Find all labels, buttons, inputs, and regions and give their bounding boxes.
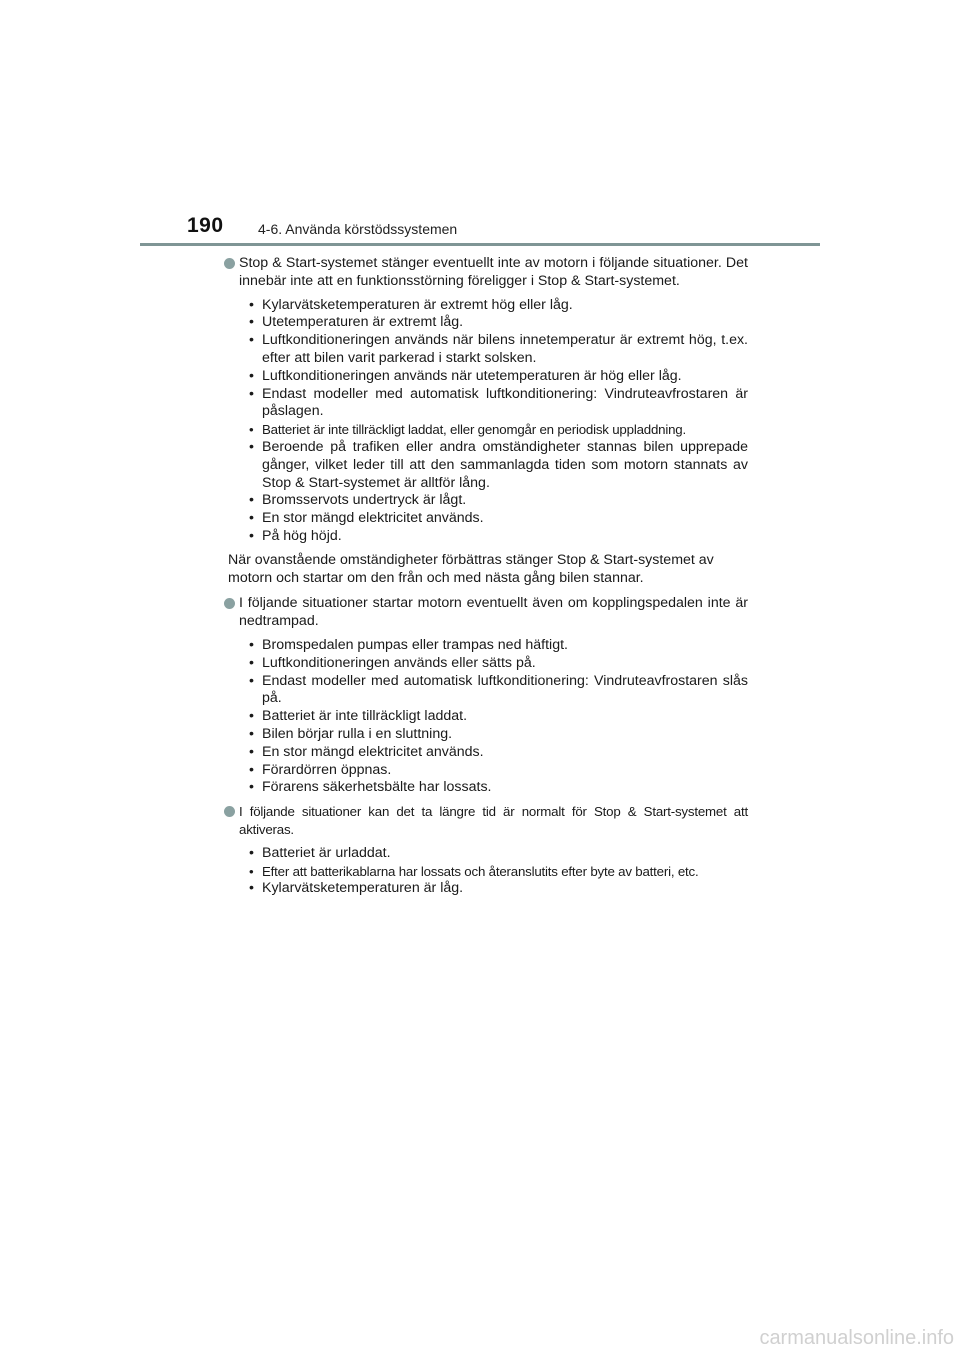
list-item: • Utetemperaturen är extremt låg. bbox=[249, 314, 464, 331]
list-item: • Batteriet är urladdat. bbox=[249, 844, 391, 861]
info-block-1 bbox=[228, 255, 748, 546]
bullet-icon: • bbox=[249, 385, 254, 402]
info-block-2 bbox=[228, 595, 748, 797]
bullet-icon: • bbox=[249, 844, 254, 861]
circle-bullet-icon bbox=[224, 258, 235, 269]
list-item: • En stor mängd elektricitet används. bbox=[249, 743, 484, 760]
list-item: • Endast modeller med automatisk luftkonditionering: Vindruteavfrostaren slås på. bbox=[249, 672, 748, 707]
list-item: • Batteriet är inte tillräckligt laddat. bbox=[249, 708, 468, 725]
header-divider bbox=[140, 243, 820, 246]
bullet-icon: • bbox=[249, 761, 254, 778]
bullet-icon: • bbox=[249, 863, 254, 879]
list-item: • Efter att batterikablarna har lossats och återanslutits efter byte av batteri, etc. bbox=[249, 863, 699, 879]
page-number: 190 bbox=[187, 214, 224, 237]
bullet-icon: • bbox=[249, 779, 254, 796]
watermark: carmanualsonline.info bbox=[759, 1327, 954, 1349]
list-item: • Luftkonditioneringen används när utetemperaturen är hög eller låg. bbox=[249, 367, 682, 384]
bullet-icon: • bbox=[249, 332, 254, 349]
bullet-icon: • bbox=[249, 367, 254, 384]
circle-bullet-icon bbox=[224, 806, 235, 817]
list-item: • Förardörren öppnas. bbox=[249, 761, 392, 778]
bullet-icon: • bbox=[249, 422, 254, 438]
block-intro: I följande situationer kan det ta längre tid är normalt för Stop & Start-systemet att aktiveras. bbox=[239, 804, 748, 837]
list-item: • Kylarvätsketemperaturen är extremt hög eller låg. bbox=[249, 296, 573, 313]
bullet-icon: • bbox=[249, 743, 254, 760]
bullet-icon: • bbox=[249, 492, 254, 509]
block-note: När ovanstående omständigheter förbättras stänger Stop & Start-systemet av motorn och startar om den från och med nästa gång bilen stannar. bbox=[228, 551, 714, 586]
list-item: • Kylarvätsketemperaturen är låg. bbox=[249, 880, 464, 897]
bullet-icon: • bbox=[249, 725, 254, 742]
info-block-3 bbox=[228, 803, 748, 898]
page-header bbox=[0, 0, 960, 250]
condition-list bbox=[239, 845, 748, 898]
bullet-icon: • bbox=[249, 438, 254, 455]
bullet-icon: • bbox=[249, 672, 254, 689]
bullet-icon: • bbox=[249, 527, 254, 544]
list-item: • På hög höjd. bbox=[249, 527, 342, 544]
circle-bullet-icon bbox=[224, 598, 235, 609]
list-item: • Endast modeller med automatisk luftkonditionering: Vindruteavfrostaren är påslagen. bbox=[249, 385, 748, 420]
block-intro: Stop & Start-systemet stänger eventuellt inte av motorn i följande situationer. Det innebär inte att en funktionsstörning föreligger i Stop & Start-systemet. bbox=[239, 255, 748, 289]
bullet-icon: • bbox=[249, 636, 254, 653]
bullet-icon: • bbox=[249, 880, 254, 897]
block-intro: I följande situationer startar motorn eventuellt även om kopplingspedalen inte är nedtrampad. bbox=[239, 595, 748, 630]
bullet-icon: • bbox=[249, 510, 254, 527]
list-item: • Beroende på trafiken eller andra omständigheter stannas bilen upprepade gånger, vilket leder till att den sammanlagda tiden som motorn stannats av Stop & Start-systemet är alltför lång. bbox=[249, 438, 748, 491]
list-item: • En stor mängd elektricitet används. bbox=[249, 510, 484, 527]
list-item: • Bromspedalen pumpas eller trampas ned häftigt. bbox=[249, 636, 568, 653]
condition-list bbox=[239, 297, 748, 546]
bullet-icon: • bbox=[249, 314, 254, 331]
bullet-icon: • bbox=[249, 654, 254, 671]
list-item: • Batteriet är inte tillräckligt laddat, eller genomgår en periodisk uppladdning. bbox=[249, 422, 686, 438]
bullet-icon: • bbox=[249, 708, 254, 725]
list-item: • Luftkonditioneringen används när bilens innetemperatur är extremt hög, t.ex. efter att bilen varit parkerad i starkt solsken. bbox=[249, 332, 748, 366]
list-item: • Förarens säkerhetsbälte har lossats. bbox=[249, 779, 492, 796]
page-content bbox=[228, 255, 748, 904]
list-item: • Bromsservots undertryck är lågt. bbox=[249, 492, 467, 509]
section-title: 4-6. Använda körstödssystemen bbox=[258, 221, 458, 237]
bullet-icon: • bbox=[249, 296, 254, 313]
list-item: • Bilen börjar rulla i en sluttning. bbox=[249, 725, 453, 742]
list-item: • Luftkonditioneringen används eller sätts på. bbox=[249, 654, 536, 671]
condition-list bbox=[239, 637, 748, 797]
